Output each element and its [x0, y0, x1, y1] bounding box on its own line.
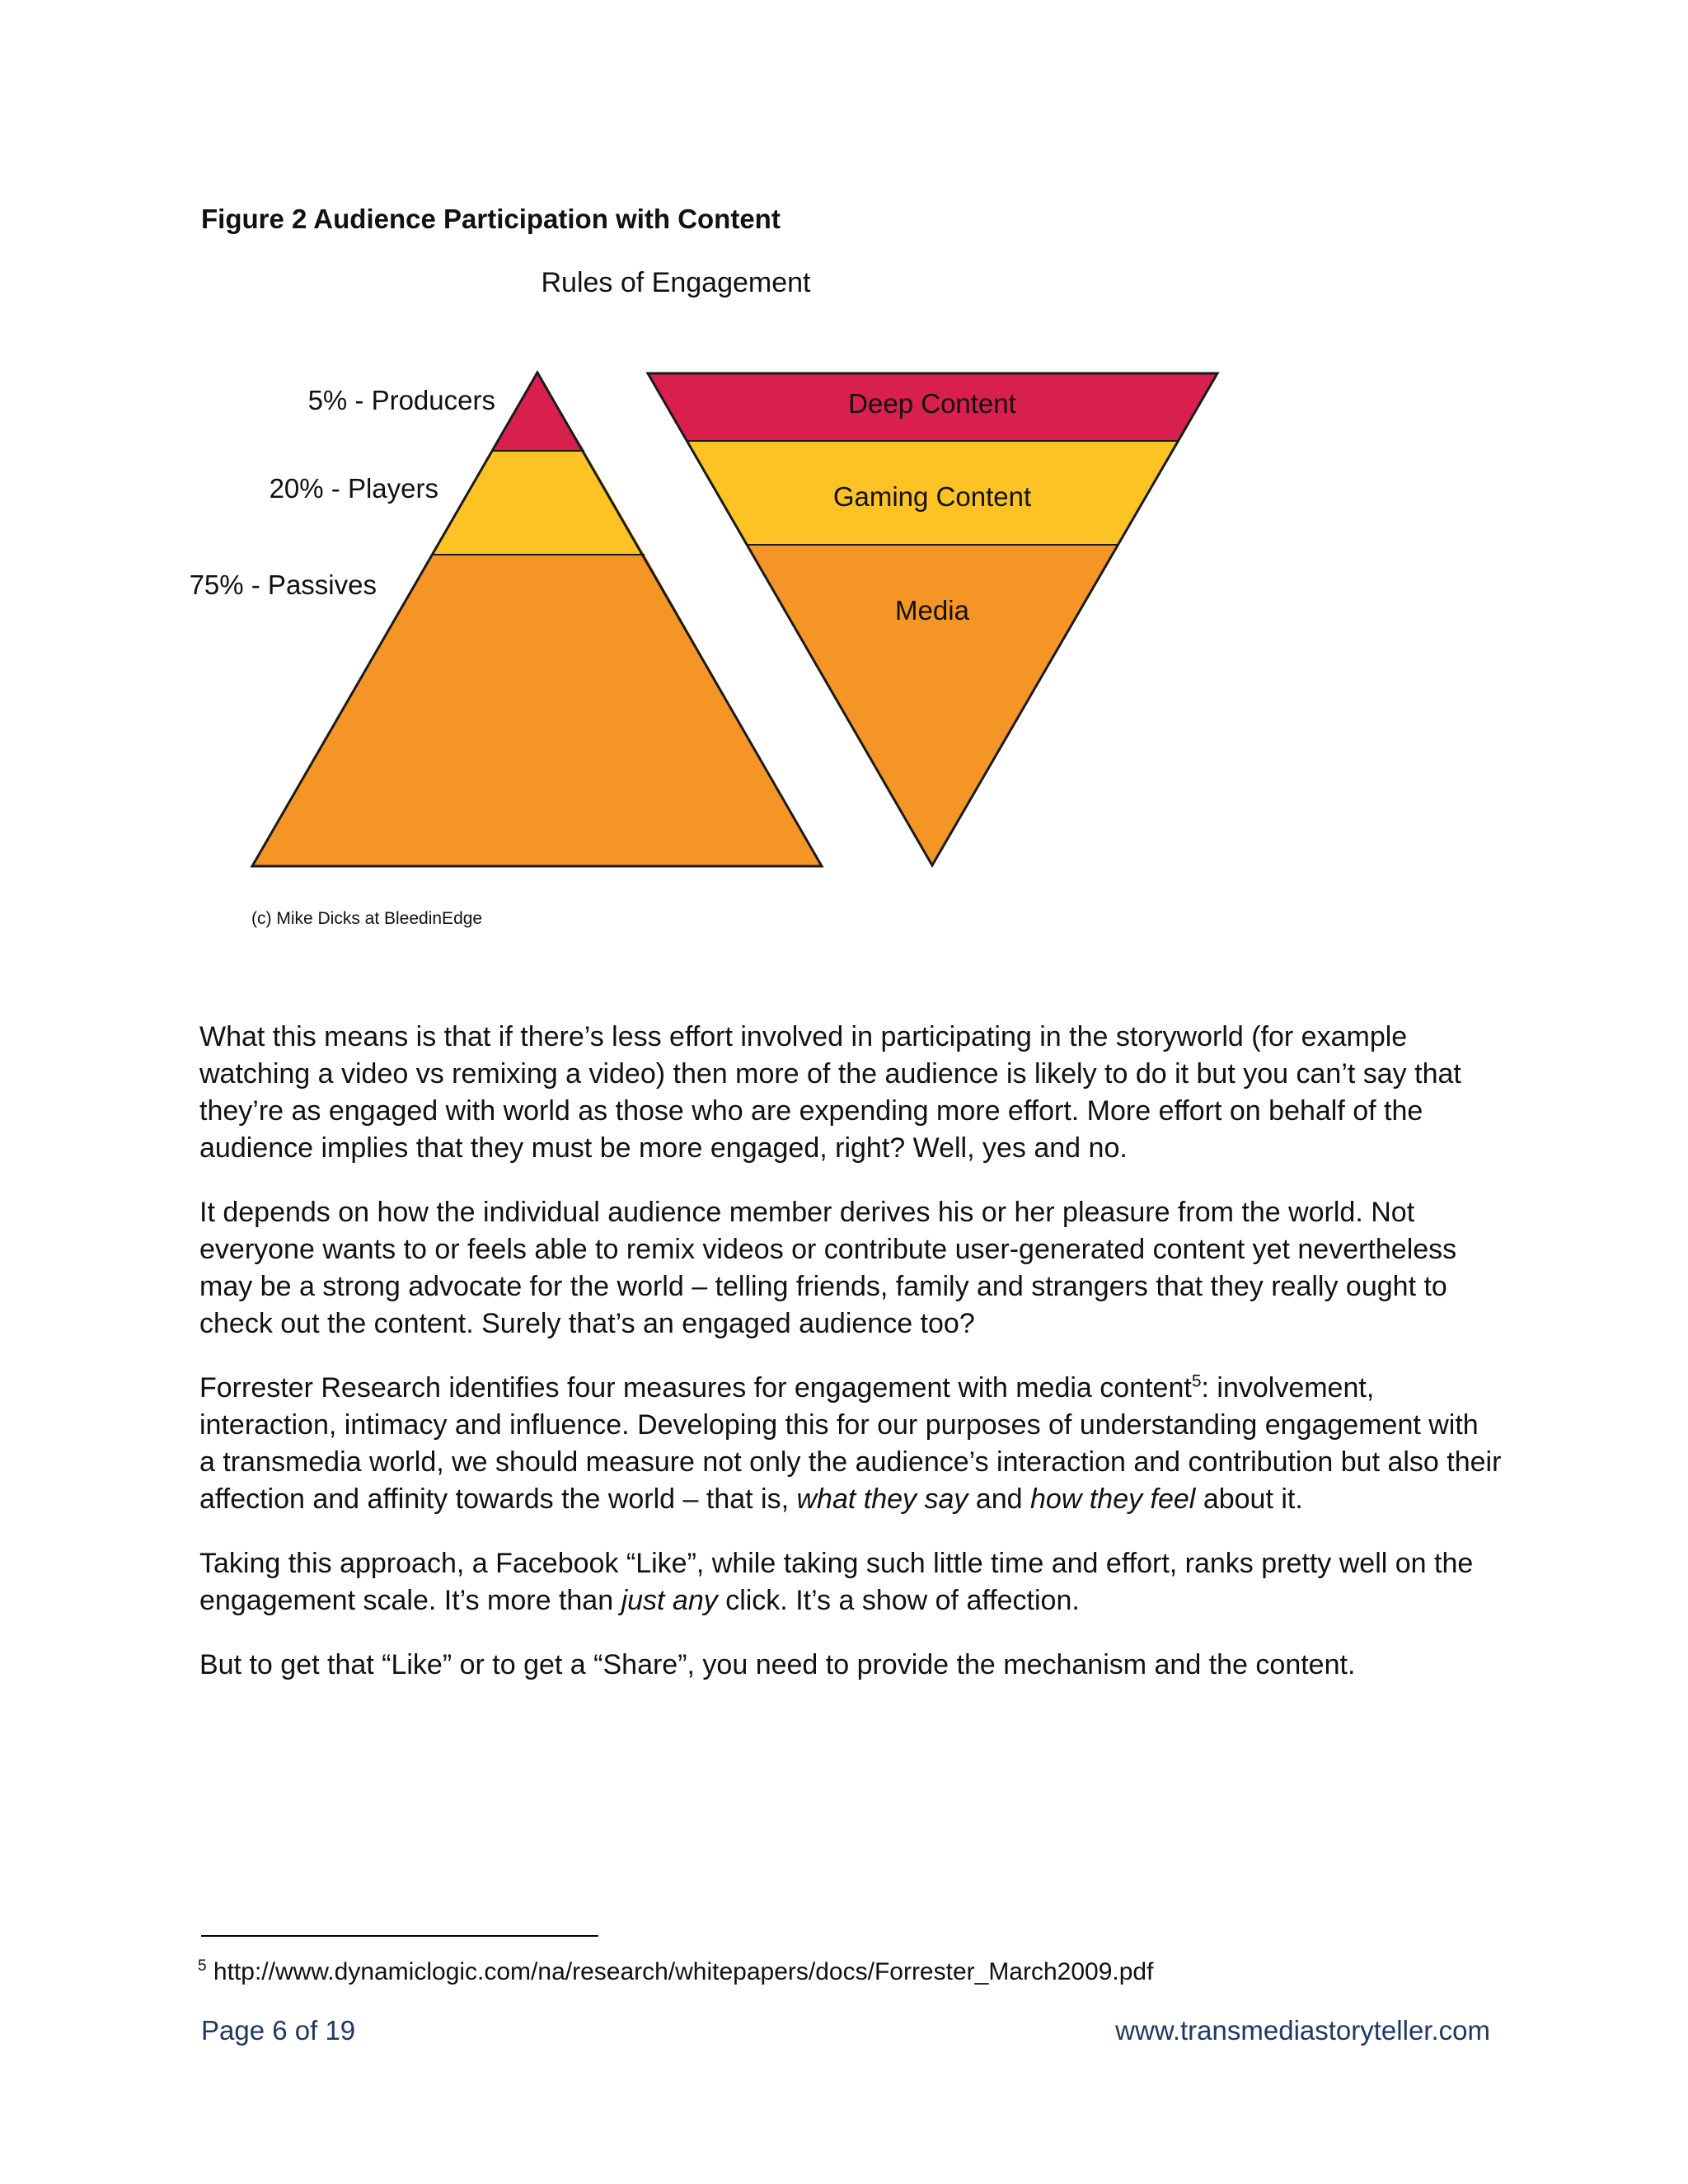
paragraph-3-text-a: Forrester Research identifies four measures for engagement with media content [199, 1372, 1192, 1404]
paragraph-4-text-b: click. It’s a show of affection. [717, 1585, 1080, 1616]
paragraph-5: But to get that “Like” or to get a “Share”, you need to provide the mechanism and the content. [199, 1649, 1356, 1680]
page-footer [201, 2014, 1490, 2047]
diagram-title: Rules of Engagement [541, 267, 811, 298]
pyramid-passives-layer [252, 555, 822, 866]
pyramid-label-players: 20% - Players [269, 473, 438, 504]
paragraph-2: It depends on how the individual audience member derives his or her pleasure from the world. Not everyone wants to or feels able to remix videos or contribute user-generated content yet nevertheless may be a strong advocate for the world – telling friends, family and strangers that they really ought to check out the content. Surely that’s an engaged audience too? [199, 1197, 1457, 1339]
footnote-url[interactable]: http://www.dynamiclogic.com/na/research/whitepapers/docs/Forrester_March2009.pdf [206, 1958, 1154, 1985]
paragraph-4-text-a: Taking this approach, a Facebook “Like”, while taking such little time and effort, ranks pretty well on the engagement scale. It’s more than [199, 1548, 1474, 1616]
paragraph-3-text-c: and [968, 1483, 1031, 1515]
paragraph-3 [199, 1370, 1502, 1518]
triangle-label-media: Media [895, 595, 969, 626]
paragraph-4 [199, 1545, 1502, 1619]
paragraph-3-emphasis-2: how they feel [1030, 1483, 1196, 1515]
triangle-label-gaming-content: Gaming Content [832, 481, 1032, 512]
footnote-number: 5 [198, 1957, 207, 1975]
pyramid-producers-layer [491, 373, 584, 451]
footnote-ref[interactable]: 5 [1191, 1371, 1202, 1391]
page-number: Page 6 of 19 [201, 2015, 356, 2046]
engagement-diagram [0, 0, 1688, 956]
figure-credit: (c) Mike Dicks at BleedinEdge [251, 909, 483, 928]
body-text [199, 1019, 1502, 1711]
paragraph-3-text-b: : involvement, interaction, intimacy and influence. Developing this for our purposes of understanding engagement with a transmedia world, we should measure not only the audience’s interaction and contribution but also their affection and affinity towards the world – that is, [199, 1372, 1502, 1515]
footnote-separator [201, 1935, 598, 1937]
paragraph-3-text-d: about it. [1195, 1483, 1303, 1515]
pyramid-label-producers: 5% - Producers [307, 385, 495, 415]
triangle-media-layer [747, 545, 1118, 865]
pyramid-label-passives: 75% - Passives [189, 569, 377, 600]
paragraph-4-emphasis: just any [621, 1585, 718, 1616]
footnote [198, 1950, 1153, 1989]
triangle-label-deep-content: Deep Content [848, 388, 1016, 419]
figure-caption: Figure 2 Audience Participation with Content [201, 204, 781, 234]
paragraph-3-emphasis-1: what they say [796, 1483, 968, 1515]
website-link[interactable]: www.transmediastoryteller.com [1115, 2015, 1490, 2046]
paragraph-1: What this means is that if there’s less effort involved in participating in the storyworld (for example watching a video vs remixing a video) then more of the audience is likely to do it but you can’t say that they’re as engaged with world as those who are expending more effort. More effort on behalf of the audience implies that they must be more engaged, right? Well, yes and no. [199, 1021, 1461, 1164]
